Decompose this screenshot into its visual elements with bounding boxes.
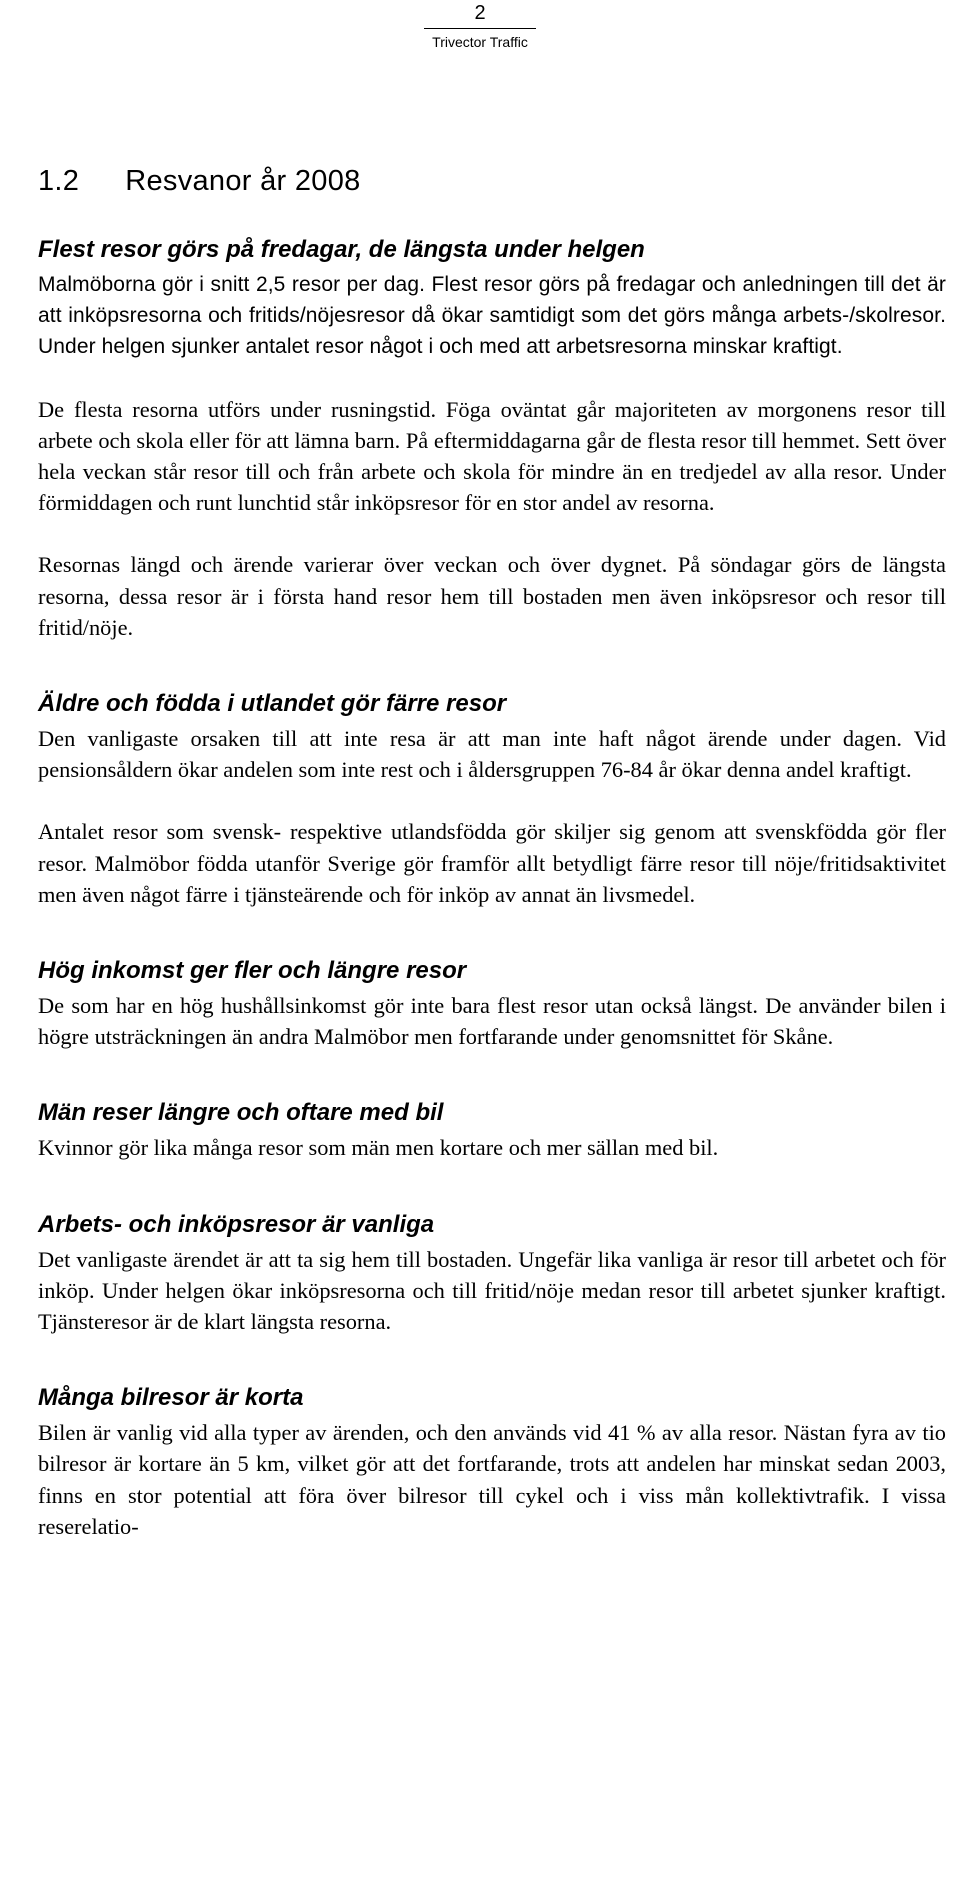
document-body xyxy=(38,162,946,1542)
section-busiest-days xyxy=(38,233,946,643)
paragraph: De flesta resorna utförs under rusningstid. Föga oväntat går majoriteten av morgonens resor till arbete och skola eller för att lämna barn. På eftermiddagarna går de flesta resor till hemmet. Sett över hela veckan står resor till och från arbete och skola för mindre än en tredjedel av alla resor. Under förmiddagen och runt lunchtid står inköpsresor för en stor andel av resorna. xyxy=(38,396,946,516)
section-high-income xyxy=(38,954,946,1052)
paragraph: Bilen är vanlig vid alla typer av ärenden, och den används vid 41 % av alla resor. Nästan fyra av tio bilresor är kortare än 5 km, vilket gör att det fortfarande, trots att andelen har minskat sedan 2003, finns en stor potential att föra över bilresor till cykel och i viss mån kollektivtrafik. I vissa reserelatio- xyxy=(38,1420,946,1539)
section-heading: Många bilresor är korta xyxy=(38,1384,304,1412)
paragraph: Resornas längd och ärende varierar över veckan och över dygnet. På söndagar görs de längsta resorna, dessa resor är i första hand resor hem till bostaden men även inköpsresor och resor till fritid/nöje. xyxy=(38,552,946,640)
header-divider xyxy=(424,28,536,29)
header-company: Trivector Traffic xyxy=(432,34,528,50)
chapter-title-text: Resvanor år 2008 xyxy=(125,165,361,197)
page-number: 2 xyxy=(474,2,486,24)
section-elderly-foreign-born xyxy=(38,687,946,910)
chapter-number: 1.2 xyxy=(38,165,80,197)
chapter-title xyxy=(38,162,946,200)
section-short-car-trips xyxy=(38,1381,946,1542)
section-heading: Arbets- och inköpsresor är vanliga xyxy=(38,1210,435,1238)
paragraph: Malmöborna gör i snitt 2,5 resor per dag. Flest resor görs på fredagar och anledningen till det är att inköpsresorna och fritids/nöjesresor då ökar samtidigt som det görs många arbets-/skolresor. Under helgen sjunker antalet resor något i och med att arbetsresorna minskar kraftigt. xyxy=(38,273,946,359)
section-work-shopping-trips xyxy=(38,1208,946,1338)
paragraph: Antalet resor som svensk- respektive utlandsfödda gör skiljer sig genom att svenskfödda gör fler resor. Malmöbor födda utanför Sverige gör framför allt betydligt färre resor till nöje/fritidsaktivitet men även något färre i tjänsteärende och för inköp av annat än livsmedel. xyxy=(38,819,946,907)
section-heading: Hög inkomst ger fler och längre resor xyxy=(38,957,467,985)
paragraph: Det vanligaste ärendet är att ta sig hem till bostaden. Ungefär lika vanliga är resor till arbetet och för inköp. Under helgen ökar inköpsresorna och till fritid/nöje medan resor till arbetet sjunker kraftigt. Tjänsteresor är de klart längsta resorna. xyxy=(38,1246,946,1335)
section-men-by-car xyxy=(38,1096,946,1163)
section-heading: Äldre och födda i utlandet gör färre resor xyxy=(38,690,507,718)
paragraph: De som har en hög hushållsinkomst gör inte bara flest resor utan också längst. De använder bilen i högre utsträckningen än andra Malmöbor men fortfarande under genomsnittet för Skåne. xyxy=(38,993,946,1050)
section-heading: Män reser längre och oftare med bil xyxy=(38,1099,444,1127)
paragraph: Kvinnor gör lika många resor som män men kortare och mer sällan med bil. xyxy=(38,1135,719,1161)
paragraph: Den vanligaste orsaken till att inte resa är att man inte haft något ärende under dagen. Vid pensionsåldern ökar andelen som inte rest och i åldersgruppen 76-84 år ökar denna andel kraftigt. xyxy=(38,726,946,783)
section-heading: Flest resor görs på fredagar, de längsta under helgen xyxy=(38,236,645,263)
running-header xyxy=(420,0,540,51)
